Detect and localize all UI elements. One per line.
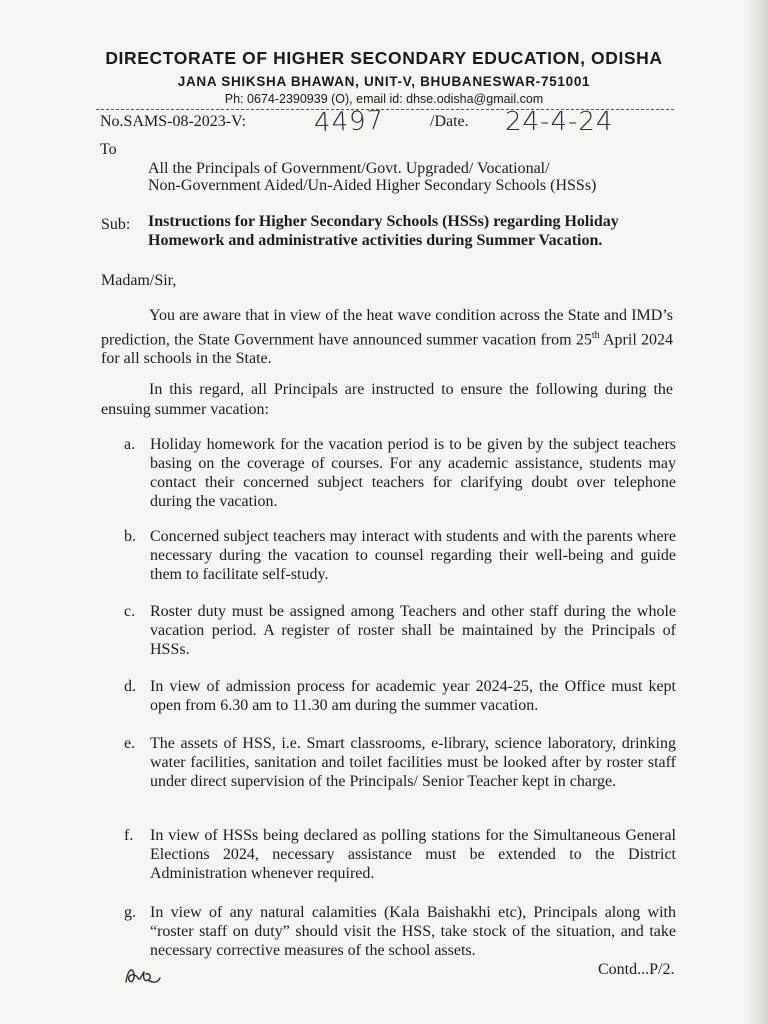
salutation: Madam/Sir, <box>101 272 177 289</box>
org-title: DIRECTORATE OF HIGHER SECONDARY EDUCATION, ODISHA <box>105 48 663 68</box>
reference-number-handwritten: 4497 <box>313 105 385 139</box>
list-item-label: a. <box>124 436 136 453</box>
date-handwritten: 24-4-24 <box>505 107 614 137</box>
list-item-text: The assets of HSS, i.e. Smart classrooms, e-library, science laboratory, drinking water facilities, sanitation and toilet facilities must be looked after by roster staff under direct supervision of the Principals/ Senior Teacher kept in charge. <box>150 735 676 790</box>
addressee-line-1: All the Principals of Government/Govt. Upgraded/ Vocational/ <box>148 160 550 177</box>
paragraph-intro <box>101 306 673 369</box>
list-item-label: e. <box>124 735 136 752</box>
list-item-text: In view of HSSs being declared as polling stations for the Simultaneous General Elections 2024, necessary assistance must be extended to the District Administration whenever required. <box>150 827 676 882</box>
org-contact: Ph: 0674-2390939 (O), email id: dhse.odisha@gmail.com <box>224 92 544 106</box>
addressee-line-2: Non-Government Aided/Un-Aided Higher Secondary Schools (HSSs) <box>148 177 597 194</box>
list-item-label: b. <box>124 528 136 545</box>
paragraph-instructions: In this regard, all Principals are instructed to ensure the following during the ensuing summer vacation: <box>101 381 673 418</box>
org-address: JANA SHIKSHA BHAWAN, UNIT-V, BHUBANESWAR-751001 <box>177 74 591 89</box>
list-item-label: g. <box>124 904 136 921</box>
reference-number-label: No.SAMS-08-2023-V: <box>100 113 246 130</box>
list-item-text: In view of any natural calamities (Kala Baishakhi etc), Principals along with “roster staff on duty” should visit the HSS, take stock of the situation, and take necessary corrective measures of the school assets. <box>150 904 676 959</box>
list-item-text: Concerned subject teachers may interact with students and with the parents where necessary during the vacation to counsel regarding their well-being and guide them to facilitate self-study. <box>150 528 676 583</box>
list-item-label: d. <box>124 678 136 695</box>
initials-signature <box>122 960 164 990</box>
page-edge-shadow <box>746 0 768 1024</box>
list-item-text: In view of admission process for academic year 2024-25, the Office must kept open from 6.30 am to 11.30 am during the summer vacation. <box>150 678 676 714</box>
subject-label: Sub: <box>101 216 131 233</box>
list-item-label: c. <box>124 603 136 620</box>
paragraph-intro-part1: You are aware that in view of the heat wave condition across the State and IMD’s prediction, the State Government have announced summer vacation from 25 <box>101 307 673 348</box>
continued-note: Contd...P/2. <box>598 961 675 978</box>
date-label: /Date. <box>430 113 469 130</box>
list-item-text: Roster duty must be assigned among Teachers and other staff during the whole vacation period. A register of roster shall be maintained by the Principals of HSSs. <box>150 603 676 658</box>
paragraph-intro-part2: April 2024 for all schools in the State. <box>101 330 674 368</box>
subject-text: Instructions for Higher Secondary Schools (HSSs) regarding Holiday Homework and administrative activities during Summer Vacation. <box>148 213 619 249</box>
list-item-text: Holiday homework for the vacation period is to be given by the subject teachers basing on the coverage of courses. For any academic assistance, students may contact their concerned subject teachers for clarifying doubt over telephone during the vacation. <box>150 436 676 510</box>
to-label: To <box>100 141 117 158</box>
list-item-label: f. <box>124 827 134 844</box>
paragraph-intro-sup: th <box>591 329 600 341</box>
